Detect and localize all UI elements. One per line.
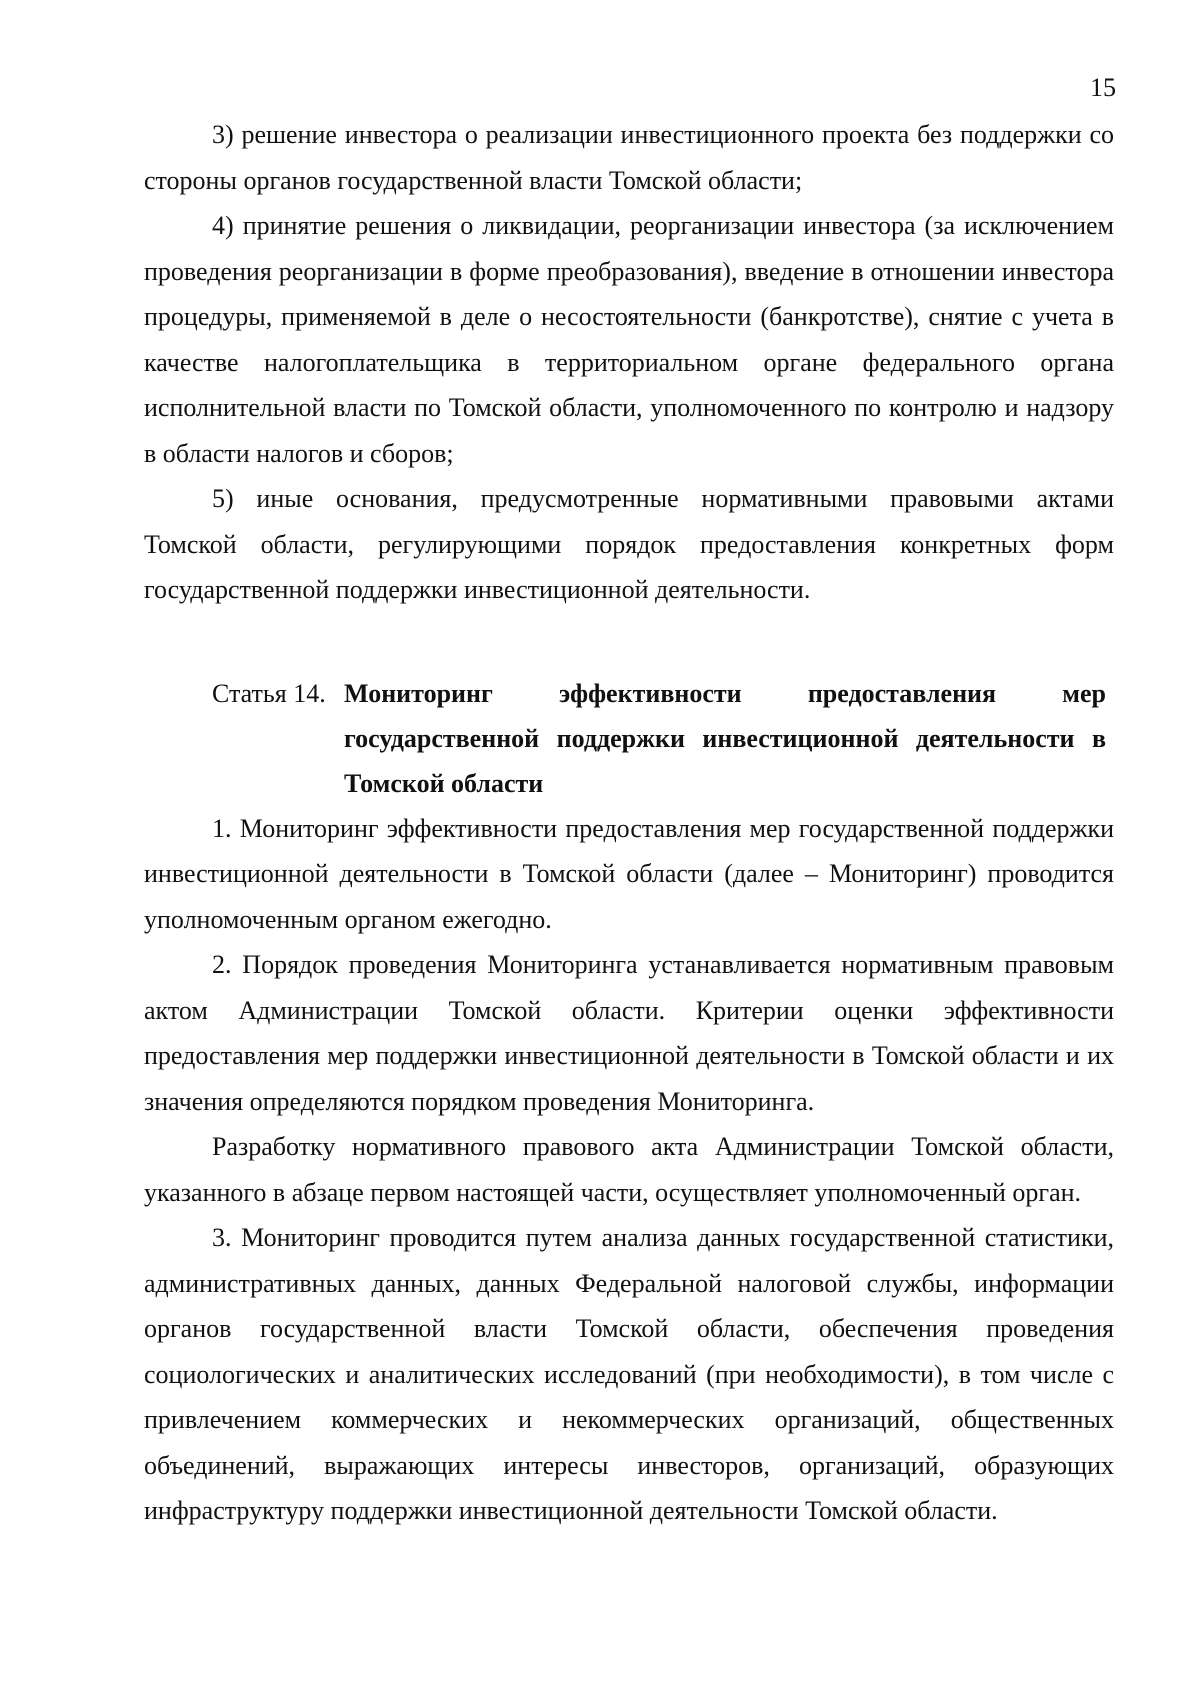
article-label: Статья 14. (212, 678, 326, 708)
document-body (144, 112, 1114, 1534)
paragraph-part-1: 1. Мониторинг эффективности предоставления мер государственной поддержки инвестиционной деятельности в Томской области (далее – Мониторинг) проводится уполномоченным органом ежегодно. (144, 813, 1114, 934)
paragraph-item-3: 3) решение инвестора о реализации инвестиционного проекта без поддержки со стороны органов государственной власти Томской области; (144, 120, 1114, 195)
paragraph-part-3: 3. Мониторинг проводится путем анализа данных государственной статистики, административных данных, данных Федеральной налоговой службы, информации органов государственной власти Томской области, обеспечения проведения социологических и аналитических исследований (при необходимости), в том числе с привлечением коммерческих и некоммерческих организаций, общественных объединений, выражающих интересы инвесторов, организаций, образующих инфраструктуру поддержки инвестиционной деятельности Томской области. (144, 1223, 1114, 1525)
paragraph-part-2-note: Разработку нормативного правового акта Администрации Томской области, указанного в абзаце первом настоящей части, осуществляет уполномоченный орган. (144, 1132, 1114, 1207)
paragraph-item-4: 4) принятие решения о ликвидации, реорганизации инвестора (за исключением проведения реорганизации в форме преобразования), введение в отношении инвестора процедуры, применяемой в деле о несостоятельности (банкротстве), снятие с учета в качестве налогоплательщика в территориальном органе федерального органа исполнительной власти по Томской области, уполномоченного по контролю и надзору в области налогов и сборов; (144, 211, 1114, 468)
paragraph-item-5: 5) иные основания, предусмотренные нормативными правовыми актами Томской области, регулирующими порядок предоставления конкретных форм государственной поддержки инвестиционной деятельности. (144, 484, 1114, 604)
paragraph-part-2: 2. Порядок проведения Мониторинга устанавливается нормативным правовым актом Администрации Томской области. Критерии оценки эффективности предоставления мер поддержки инвестиционной деятельности в Томской области и их значения определяются порядком проведения Мониторинга. (144, 950, 1114, 1116)
page-number: 15 (1090, 73, 1116, 102)
article-title: Мониторинг эффективности предоставления мер государственной поддержки инвестиционной деятельности в Томской области (344, 678, 1106, 798)
article-heading (144, 671, 1114, 806)
